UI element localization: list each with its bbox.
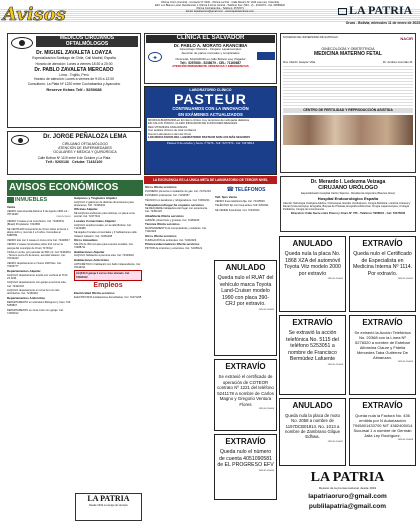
penaloza-address: Calle Bolívar Nº 1119 entre 6 de Octubre y La Plata: [37, 155, 111, 160]
newspaper-name: LA PATRIA: [349, 3, 413, 17]
pasteur-footer: LA EXCELENCIA ES LA ÚNICA META DE LABORATORIO DE TERCER NIVEL: [144, 176, 277, 184]
classified-text: ALBAÑIL obras finas y gruesas. Cel. 72483345: [145, 218, 200, 222]
notice-body: Se extravió la acción telefónica No. 5115 del teléfono 5253051 a nombre de Francisco Bermúdez Lafuente: [286, 330, 339, 362]
ledezma-address: Dirección: Calle Sucre entre Potosí y Oruro Nº 725 - Teléfono: 5258001 - Cel: 72475000: [290, 211, 406, 216]
classified-text: VENDO lote con 2 casas en zona norte Cel. 72429617: [7, 238, 70, 242]
classified-text: MANTENIMIENTO de computadoras y celulares. Cel. 71110022: [145, 227, 207, 234]
classified-text: SE REQUIERE trabajadora del hogar con experiencia. Cel. 72461223: [145, 207, 208, 214]
salvador-phone: Telf.: 5257680 - 5238679 - CEL: 71160687: [179, 61, 242, 66]
classified-text: PINTOR de interiores y exteriores. Cel. 72435122: [145, 246, 203, 250]
newspaper-logo: [338, 3, 412, 18]
pasteur-ad: [144, 86, 277, 175]
notice-body: Se extravió la Acción Telefónica No. 20368 con la Línea Nº 5278320 a nombre de Esteban Alfonsina Claure y Fidelia Mercedes Taba Gutiérrez De Almanzan.: [354, 330, 411, 360]
classified-text: VENDO 3 casas en la zona Norte. Cel. 72463541 (Brasil) Propietaria: 7244590: [7, 219, 64, 227]
office-line-2: Edif. Luz Blanco Local, Residencial, 1 Oficina 4 Zona Central - Teléfono Fax: (591 - 2) - 2313279 - Cel. 60658222: [154, 4, 285, 8]
pasteur-line-6: LOS RESULTADOS DEL LABORATORIO PASTEUR SON LOS MÁS SEGUROS: [148, 135, 251, 140]
office-info: [116, 1, 324, 13]
classified-text: TÉCNICO en lavadoras y refrigeradores. Cel. 72481234: [145, 198, 210, 202]
classified-category: Técnica Oferta servicios: [145, 222, 180, 227]
fetal-brand-right: NACIR: [400, 36, 413, 41]
empleos-title: Empleos: [93, 282, 123, 290]
classified-text: CASA en venta, por parcelas de 560 m2. Cel 72462841 - Terreno cerca 21 de Enero, avenida Velasco. Cel. 76132222: [7, 251, 71, 261]
eye-icon: [11, 37, 33, 49]
notice-code: 2023-01-11-0008: [397, 439, 413, 441]
penaloza-name: Dr. JORGE PEÑALOZA LEMA: [43, 134, 127, 140]
classified-code: RSE/VIV/20/001: [56, 215, 71, 218]
doctor-miguel-spec: Especialización Santiago de Chile, Cali Madrid, España: [32, 56, 116, 61]
doctor-pablo: Dr. PABLO ZAVALETA MERCADO: [34, 66, 114, 73]
fetal-brand-left: SOCIEDAD DE UNIVERSIDAD DE SANTIAGO: [283, 36, 338, 39]
salvador-note: ATENCIÓN PERMANENTE URGENCIAS Y EMERGENCIAS: [172, 64, 249, 69]
classified-text: SE alquila 2 locales comerciales y 3 habitaciones calle Velasco Galvarro. Cel. 72461008: [74, 231, 137, 238]
office-line-1: Oficina Oruro (Central) - Contacto Nº 1932 - Oficina La Paz - Calle México Nº 1424 casi esq. Colombia: [161, 1, 279, 4]
patria-small: [75, 493, 142, 521]
telefonos-title: TELÉFONOS: [234, 187, 266, 193]
fetal-note: CENTRO DE FERTILIDAD Y REPRODUCCIÓN ASISTIDA: [283, 108, 413, 112]
notice-title: EXTRAVÍO: [225, 362, 266, 371]
notice-code: 2023-01-11-0007: [327, 440, 343, 443]
penaloza-spec: CIRUJANO OFTALMÓLOGO: [62, 141, 108, 146]
notice-ad-5: [349, 315, 416, 395]
notice-ad-6: [214, 359, 277, 431]
telefonos-header: [215, 187, 277, 195]
notice-title: ANULADO: [292, 401, 333, 410]
notice-title: ANULADO: [225, 263, 266, 272]
fetal-spec-1: GINECOLOGÍA Y OBSTETRICIA: [321, 47, 375, 51]
classified-category: Trabajadores/hogar Se requiere servicios: [145, 202, 204, 207]
notice-title: ANULADO: [292, 239, 333, 248]
notice-body: Queda nula la Factura No. 436 emitida por N Autorización 7945801433700 NIT 4382405014 Sucursal 1 a nombre de Germán Jalla Ley Rodríguez.: [352, 413, 413, 438]
notice-title: EXTRAVÍO: [362, 239, 403, 248]
salvador-ad: [144, 33, 277, 84]
penaloza-detail-2: OCULARES Y MEDICA Y QUIRÚRGICA: [53, 150, 117, 155]
fetal-doctor-2: Dr. Andrés Gonzalo M.: [382, 59, 413, 64]
classified-category: Departamentos Anticrético: [7, 296, 46, 301]
classified-text: VENDO 2 casas construidas sobre 214 m2 en la pampa del municipio de Oruro 7174312: [7, 243, 63, 250]
patria-small-slogan: Desde 1919 su amigo de siempre: [89, 504, 128, 507]
classified-category: Telf. fijos Venta: [215, 196, 237, 199]
penaloza-detail-1: ATENCIÓN DE ENFERMEDADES: [58, 145, 112, 150]
notice-code: 2023-01-11-0003: [258, 308, 274, 311]
classified-text: SE VENDE línea Entel. Cel. 72410044: [215, 208, 260, 212]
classified-category: Galpones y Tinglados Alquiler: [74, 197, 118, 200]
classified-text: FUMIGACIÓN de ambientes. Cel. 72410023: [145, 238, 197, 242]
eye-icon: [11, 135, 29, 145]
patria-small-name: LA PATRIA: [87, 494, 130, 503]
classified-text: VENDO casa Avenida Dehene 6 de Agosto 1600 m2 - 78712367: [7, 209, 69, 216]
phone-icon: ☎: [226, 187, 235, 193]
notice-body: Queda nulo el número de cuenta 4051090581 de EL PROGRESO EFV: [217, 449, 274, 468]
classified-text: SE VENTA EN Cementerio de Oruro sobre el frente 1 altura nicho y nivel de 4 a 6 años. Consultas al 5288789.: [7, 227, 69, 238]
office-line-4: Email: lapatriaoruro@gmail.com - www.lapatriaenlinea.com: [186, 10, 254, 14]
notice-code: 2023-01-11-0002: [397, 278, 413, 280]
classified-category: Venta: [7, 206, 16, 209]
salvador-detail-2: Atención de partos normales y complicados: [181, 50, 240, 55]
classified-text: PLOMERO plomería e instalación de gas. Cel. 72471234: [145, 189, 211, 193]
pasteur-line-3: DEA VITAMINAS ANALIZADAS: [148, 124, 188, 129]
notice-body: Se extravió el certificado de operación de COTEOR contrato Nº 1221 del teléfono 5241178 a nombre de Carlos Magno y Gregorio Ventura Flores: [217, 374, 274, 407]
ledezma-hospital: Hospital Endourológico España: [317, 195, 379, 201]
highlighted-classified: ALQUILO garaje 3 carros bien ubicado. Cel. 72464312: [76, 272, 130, 279]
notice-title: EXTRAVÍO: [292, 318, 333, 327]
classified-category: Habitaciones Anticrético: [74, 258, 110, 262]
notice-ad-3: [214, 260, 277, 356]
house-icon: [7, 197, 14, 203]
patria-promo-email-2: publilapatria@gmail.com: [308, 503, 387, 511]
economicos-banner: [7, 180, 143, 196]
pasteur-name: PASTEUR: [174, 91, 247, 108]
fetal-body-text: [283, 66, 413, 106]
classified-text: ALQUILO departamento amplio con cochera al 7134 23 1234: [7, 273, 68, 280]
classified-text: SALÓN de 300 m2 apto para eventos sociales. Cel. 72488711: [74, 242, 134, 250]
classified-column-4: [215, 196, 277, 256]
ledezma-name: Dr. Merardo I. Ledezma Veizaga: [310, 179, 386, 185]
classified-text: ALQUILO departamento con garaje a persona sola. Cel. 72432134: [7, 281, 67, 288]
classified-text: ALQUILO departamento en zona Sur con dos dormitorios. Cel. 72160110: [7, 289, 60, 296]
header-date: Oruro - Bolivia, miércoles 11 de enero de 2023: [345, 21, 420, 25]
pasteur-line-1: MICROALBUMINURIA en El mismo clínico muy temprano de nefropatía diabética: [148, 117, 250, 122]
penaloza-ad: [7, 131, 141, 175]
doctor-pablo-schedule: Horario de atención: Lunes a viernes de 9:00 a 12:00: [34, 77, 114, 82]
ledezma-text: Atiende: Nefrología Urológica Adultos, Cistoscopía, Estudio Urodinámico, Cirugía Robótica, Litotricia Ureteral y Renal (Ureteroscopía), Ecografía, Biopsia de Próstata, Ecografía Abdominal, Cirugía Laparoscópica, Urología Pediátrica, Cirugía de Incontinencia.: [283, 201, 411, 212]
classified-column-2: [74, 197, 142, 491]
classified-category: Habitaciones Alquiler: [74, 249, 105, 254]
classified-category: Electricidad Oferta servicios: [74, 291, 115, 296]
classified-text: ALQUILO habitación a persona sola. Cel. 72433022: [74, 254, 134, 258]
classified-text: VENDO departamento en Sucre 1000 $us. Cel. 72460777: [7, 262, 62, 269]
classified-category: Oficinas Alquiler: [74, 207, 98, 212]
notice-code: 2023-01-11-0006: [258, 408, 274, 410]
medicos-address: Consultorio: La Plata Nº 1220 entre Cochabamba y Ayacucho: [27, 81, 121, 86]
notice-ad-8: [349, 398, 416, 466]
classified-category: Pintores/decoradores Oferta servicios: [145, 242, 200, 247]
notice-code: 2023-01-11-0005: [397, 361, 413, 363]
notice-title: EXTRAVÍO: [362, 318, 403, 327]
medicos-phone: Reserve fichas Telf.: 5250688: [46, 86, 102, 92]
header: [0, 0, 420, 26]
medicos-title-1: MÉDICOS CIRUJANOS: [59, 35, 115, 41]
ces-logo-icon: ✚: [148, 52, 162, 62]
notice-ad-1: [279, 236, 346, 312]
notice-title: EXTRAVÍO: [225, 437, 266, 446]
icard-logo-icon: [257, 52, 275, 60]
classified-column-3: [145, 186, 213, 486]
classified-category: Otros inmuebles: [74, 238, 98, 243]
notice-ad-4: [279, 315, 346, 395]
classified-category: Albañilería Oferta servicios: [145, 214, 184, 219]
notice-ad-7: [279, 398, 346, 466]
newspaper-logo-icon: [338, 8, 347, 15]
fetal-doctor-1: Dra. Martín Gaspar Villa: [283, 59, 316, 64]
ledezma-spec: CIRUJANO URÓLOGO: [318, 185, 378, 192]
notice-code: 2023-01-11-0004: [327, 363, 343, 366]
classified-text: PLOMERO profesional. Cel. 71234567: [145, 194, 190, 198]
classified-category: Otros Oferta servicios: [145, 186, 177, 189]
notice-code: 2023-01-11-0001: [327, 278, 343, 280]
salvador-doctor: Dr. PABLO A. MORATO ARANCIBIA: [173, 42, 248, 48]
classified-text: ALQUILO amplios locales, en la calle Bolívar. Cel. 71213489: [74, 223, 132, 230]
pasteur-subtitle: LABORATORIO CLÍNICO: [189, 88, 232, 92]
notice-body: Queda nulo el RUAT del vehículo marca Toyota Land-Cruiser modelo 1990 con placa 390-CRJ por extravío.: [217, 275, 274, 307]
economicos-title: AVISOS ECONÓMICOS: [9, 182, 119, 193]
section-title: Avisos: [3, 4, 66, 25]
ledezma-ad: [280, 176, 416, 232]
fetal-ad: [280, 33, 416, 173]
patria-promo-email-1: lapatriaoruro@gmail.com: [308, 493, 387, 501]
classified-text: TELÉFONO fijo con línea activa. Telf. 5264311: [215, 204, 269, 208]
pasteur-line-4: Con análisis clínicos de total confianza: [148, 128, 197, 133]
pasteur-address: Pasteur 6 de octubre y Sucre nº 5276 - Telf.: 5277373 - Cel: 72479014: [166, 140, 255, 145]
notice-body: Queda nula la placa de moto No. 2058 a nombre de 1157DCB01914. No. 1013 a nombre de Zambrano Gilque Edhwa.: [285, 413, 340, 440]
fetal-photo-strip: [283, 115, 413, 145]
salvador-detail-1: Ginecólogo Obstetra - Cirujano Laparoscópico: [179, 47, 242, 51]
classified-category: Locales Comerciales Alquiler: [74, 218, 116, 223]
patria-promo-name: LA PATRIA: [310, 470, 385, 485]
pasteur-slogan-1: CONTINUAMOS CON LA INNOVACIÓN: [172, 106, 249, 112]
doctor-miguel: Dr. MIGUEL ZAVALETA LOAYZA: [36, 50, 112, 56]
doctor-miguel-schedule: Horario de atención: Lunes a viernes 18:30 a 20:00: [35, 61, 113, 66]
classified-text: DEPARTAMENTO en anticrético Bolognesi y Caro. Telf. 5265827: [7, 300, 71, 307]
patria-promo-slogan: Decano de la prensa nacional, desde 1919: [318, 485, 377, 490]
inmuebles-title: INMUEBLES: [14, 197, 48, 203]
classified-text: SE ALQUILA ambientes para oficinas, en plena zona central. Cel. 72477441: [74, 212, 135, 219]
classified-text: ANTICRÉTICO 1 habitación con baño independiente. Cel. 76142211: [74, 262, 141, 269]
doctor-pablo-spec: Lima - Trujillo, Perú: [59, 73, 89, 77]
notice-body: Queda nula la placa No. 1868 XZA del automóvil Toyota Vitz modelo 2000 por extravío: [284, 251, 341, 277]
pasteur-line-5: Somos Laboratorio Líder del Oruro: [148, 131, 192, 136]
classified-text: VENDO línea telefónica fija. Cel. 72415533: [215, 199, 265, 203]
pasteur-line-2: EN CALCIO IÓNICO, CLARO INDICADOR DE FUNCIONES RENALES: [148, 121, 238, 126]
salvador-title: CLÍNICA EL SALVADOR: [146, 35, 275, 43]
office-line-3: Oficina Cochabamba - Teléfono: 4572071: [196, 7, 244, 11]
penaloza-cell: Celular: 71432100: [71, 159, 103, 164]
classified-column-1: [7, 206, 71, 522]
notice-title: EXTRAVÍO: [362, 401, 403, 410]
salvador-detail-3: Clínica EL SALVADOR en calle Bolívar esq. Pagador: [175, 56, 246, 61]
notice-code: 2023-01-11-0009: [258, 469, 274, 472]
pasteur-slogan-2: EN EXÁMENES ACTUALIZADOS: [178, 111, 243, 117]
classified-category: Departamentos Alquiler: [7, 268, 41, 273]
notice-ad-9: [214, 434, 277, 500]
notice-ad-2: [349, 236, 416, 312]
classified-category: Otros Oferta servicios: [145, 233, 177, 238]
classified-text: ELECTRICISTA instalaciones domiciliarias. Cel. 72471235: [74, 295, 142, 299]
classified-text: ALQUILO 2 galpones de distintas dimensiones para almacenes. Telf. 72435433: [74, 200, 134, 207]
penaloza-phone: Telf.: 5260136: [45, 159, 69, 164]
fetal-spec-2: MEDICINA MATERNO FETAL: [314, 51, 382, 58]
classified-text: DEPARTAMENTO en zona norte con garaje. Cel. 71000012: [7, 308, 64, 315]
medicos-ad: [7, 33, 141, 128]
notice-body: Queda nulo el Certificado de Especialista en Medicina Interna Nº 1114. Por extravío.: [352, 251, 413, 277]
patria-promo: [279, 469, 416, 521]
ledezma-detail: Especialización Hospital Carlos Tejerina - Residencia Argentina (Buenos Aires): [301, 192, 395, 196]
medicos-title-2: OFTALMÓLOGOS: [65, 40, 109, 47]
